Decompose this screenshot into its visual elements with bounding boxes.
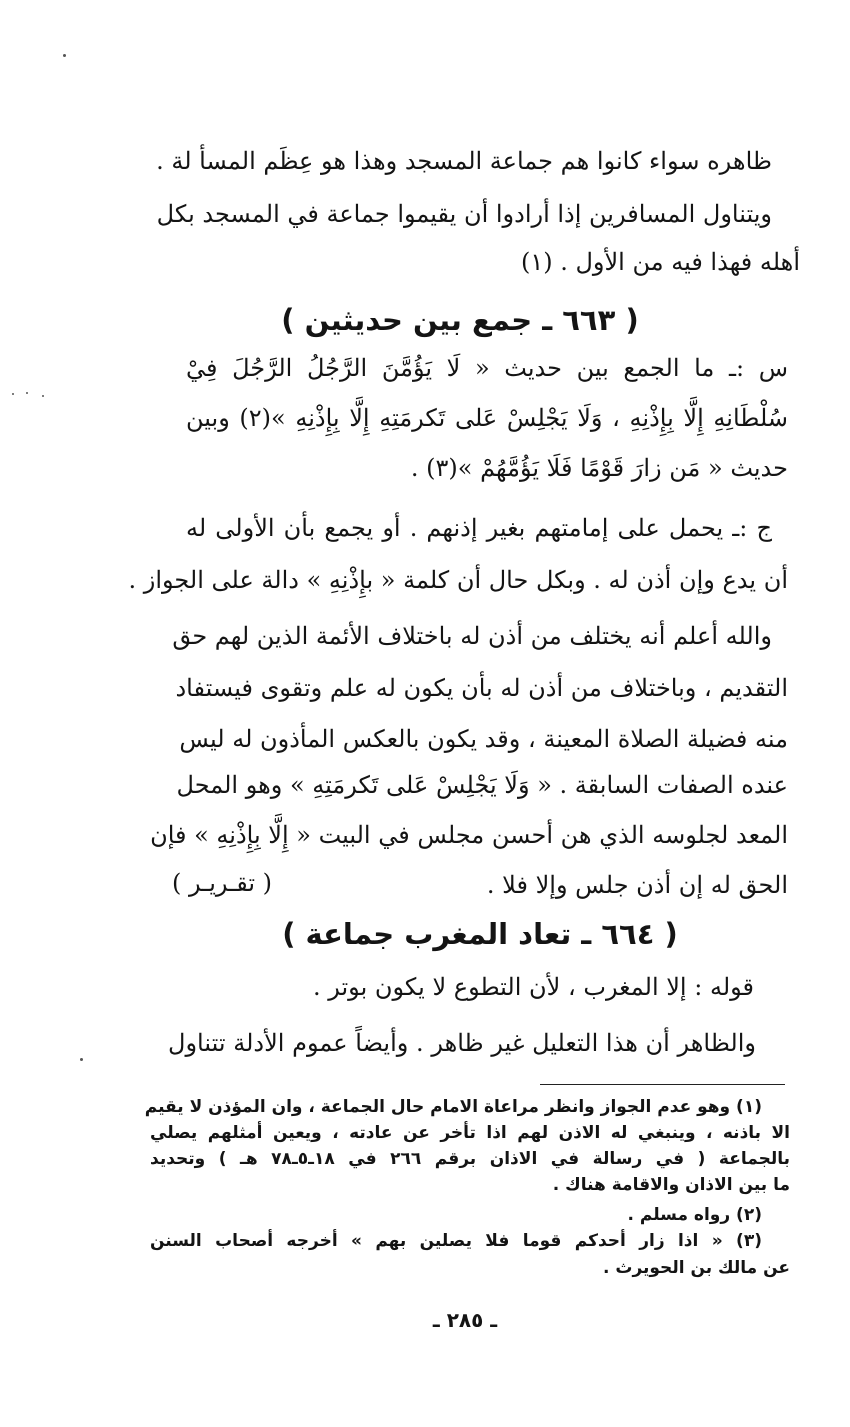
footnote-line: ما بين الاذان والاقامة هناك . (552, 1175, 790, 1195)
body-line: والظاهر أن هذا التعليل غير ظاهر . وأيضاً عموم الأدلة تتناول (168, 1029, 756, 1057)
question-line: س :ـ ما الجمع بين حديث « لَا يَؤُمَّنَ الرَّجُلُ الرَّجُلَ فِيْ (186, 354, 788, 382)
answer-line: المعد لجلوسه الذي هن أحسن مجلس في البيت « إِلَّا بِإِذْنِهِ » فإن (150, 821, 788, 849)
source-tag: ( تقـريـر ) (171, 869, 272, 897)
body-line: ويتناول المسافرين إذا أرادوا أن يقيموا جماعة في المسجد بكل (156, 200, 772, 228)
footnote-line: (٢) رواه مسلم . (627, 1205, 762, 1225)
answer-line: ج :ـ يحمل على إمامتهم بغير إذنهم . أو يجمع بأن الأولى له (186, 514, 772, 542)
footnote-line: (٣) « اذا زار أحدكم قوما فلا يصلين بهم » أخرجه أصحاب السنن (150, 1231, 762, 1251)
scan-speck (63, 54, 66, 57)
page-number: ـ ٢٨٥ ـ (432, 1308, 498, 1332)
question-line: سُلْطَانِهِ إِلَّا بِإِذْنِهِ ، وَلَا يَجْلِسْ عَلى تَكرمَتِهِ إِلَّا بِإِذْنِهِ »(٢) وبين (186, 404, 788, 432)
scan-speck (26, 392, 28, 394)
scan-speck (80, 1058, 83, 1061)
answer-line: عنده الصفات السابقة . « وَلَا يَجْلِسْ عَلى تَكرمَتِهِ » وهو المحل (176, 771, 788, 799)
scan-speck (12, 393, 14, 395)
footnote-separator (540, 1084, 785, 1085)
scan-speck (42, 395, 44, 397)
answer-line: أن يدع وإن أذن له . وبكل حال أن كلمة « بإِذْنِهِ » دالة على الجواز . (128, 566, 788, 594)
answer-line: الحق له إن أذن جلس وإلا فلا . (486, 871, 788, 899)
footnote-line: بالجماعة ( في رسالة في الاذان برقم ٢٦٦ في ١٨ـ٥ـ٧٨ هـ ) وتحديد (150, 1149, 791, 1169)
answer-line: والله أعلم أنه يختلف من أذن له باختلاف الأئمة الذين لهم حق (172, 622, 772, 650)
section-heading-663: ( ٦٦٣ ـ جمع بين حديثين ) (281, 303, 639, 337)
footnote-line: عن مالك بن الحويرث . (602, 1258, 790, 1278)
body-line: ظاهره سواء كانوا هم جماعة المسجد وهذا هو عِظَم المسأ لة . (156, 147, 772, 175)
footnote-line: الا باذنه ، وينبغي له الاذن لهم اذا تأخر عن عادته ، ويعين أمثلهم يصلي (150, 1123, 790, 1143)
footnote-line: (١) وهو عدم الجواز وانظر مراعاة الامام حال الجماعة ، وان المؤذن لا يقيم (144, 1097, 762, 1117)
section-heading-664: ( ٦٦٤ ـ تعاد المغرب جماعة ) (282, 917, 678, 951)
answer-line: التقديم ، وباختلاف من أذن له بأن يكون له علم وتقوى فيستفاد (175, 674, 788, 702)
answer-line: منه فضيلة الصلاة المعينة ، وقد يكون بالعكس المأذون له ليس (179, 725, 788, 753)
body-line: قوله : إلا المغرب ، لأن التطوع لا يكون بوتر . (312, 973, 754, 1001)
body-line: أهله فهذا فيه من الأول . (١) (520, 248, 800, 276)
question-line: حديث « مَن زارَ قَوْمًا فَلَا يَؤُمَّهُمْ »(٣) . (410, 454, 788, 482)
